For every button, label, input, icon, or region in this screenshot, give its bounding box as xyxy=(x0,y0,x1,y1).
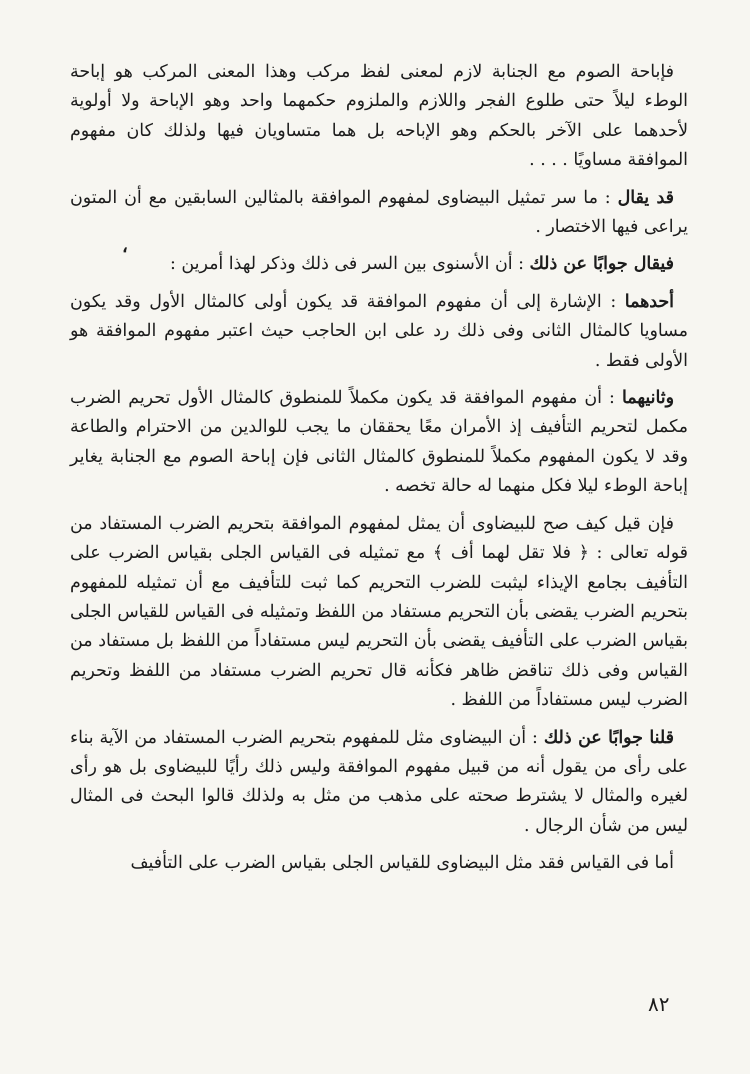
page-body-text xyxy=(70,58,688,887)
paragraph-6-body: فإن قيل كيف صح للبيضاوى أن يمثل لمفهوم الموافقة بتحريم الضرب المستفاد من قوله تعالى : ﴿ فلا تقل لهما أف ﴾ مع تمثيله فى القياس الجلى بقياس الضرب على التأفيف بجامع الإيذاء ليثبت للضرب التحريم كما ثبت للتأفيف مع أن تمثيله للمفهوم بتحريم الضرب يقضى بأن التحريم مستفاد من اللفظ وتمثيله فى القياس للقياس الجلى بقياس الضرب على التأفيف يقضى بأن التحريم ليس مستفاداً من اللفظ بل مستفاد من القياس وفى ذلك تناقض ظاهر فكأنه قال تحريم الضرب مستفاد من اللفظ وتحريم الضرب ليس مستفاداً من اللفظ . xyxy=(70,513,688,711)
paragraph-3-lead: فيقال جوابًا عن ذلك xyxy=(529,254,674,275)
paragraph-3 xyxy=(70,250,688,279)
paragraph-4 xyxy=(70,288,688,376)
paragraph-7 xyxy=(70,724,688,842)
stray-ink-mark: ، xyxy=(122,236,128,257)
paragraph-8-body: أما فى القياس فقد مثل البيضاوى للقياس الجلى بقياس الضرب على التأفيف xyxy=(130,853,674,874)
paragraph-3-body: : أن الأسنوى بين السر فى ذلك وذكر لهذا أمرين : xyxy=(170,254,530,275)
paragraph-2 xyxy=(70,184,688,243)
paragraph-2-lead: قد يقال xyxy=(617,187,674,208)
paragraph-5-body: : أن مفهوم الموافقة قد يكون مكملاً للمنطوق كالمثال الأول تحريم الضرب مكمل لتحريم التأفيف إذ الأمران معًا يحققان ما يجب للوالدين من الاحترام والطاعة وقد لا يكون المفهوم مكملاً للمنطوق كالمثال الثانى فإن إباحة الصوم مع الجنابة يغاير إباحة الوطء ليلا فكل منهما له حالة تخصه . xyxy=(70,388,688,497)
paragraph-7-body: : أن البيضاوى مثل للمفهوم بتحريم الضرب المستفاد من الآية بناء على رأى من يقول أنه من قبيل مفهوم الموافقة وليس ذلك رأيًا للبيضاوى بل هو رأى لغيره والمثال لا يشترط صحته على مذهب من مثل به ولذلك قالوا البحث فى المثال ليس من شأن الرجال . xyxy=(70,727,688,836)
paragraph-5-lead: وثانيهما xyxy=(622,388,674,409)
paragraph-2-body: : ما سر تمثيل البيضاوى لمفهوم الموافقة بالمثالين السابقين مع أن المتون يراعى فيها الاختصار . xyxy=(70,187,688,238)
paragraph-4-lead: أحدهما xyxy=(624,291,674,312)
paragraph-4-body: : الإشارة إلى أن مفهوم الموافقة قد يكون أولى كالمثال الأول وقد يكون مساويا كالمثال الثانى وفى ذلك رد على ابن الحاجب حيث اعتبر مفهوم الموافقة هو الأولى فقط . xyxy=(70,291,688,371)
paragraph-5 xyxy=(70,384,688,502)
paragraph-1 xyxy=(70,58,688,176)
page-number: ٨٢ xyxy=(648,992,670,1016)
paragraph-6 xyxy=(70,510,688,716)
paragraph-1-body: فإباحة الصوم مع الجنابة لازم لمعنى لفظ مركب وهذا المعنى المركب هو إباحة الوطء ليلاً حتى طلوع الفجر واللازم والملزوم حكمهما واحد وهو الإباحة ولا أولوية لأحدهما على الآخر بالحكم وهو الإباحه بل هما متساويان فيها ولذلك كان مفهوم الموافقة مساويًا . . . . xyxy=(70,62,688,171)
paragraph-8 xyxy=(70,849,688,878)
paragraph-7-lead: قلنا جوابًا عن ذلك xyxy=(543,727,674,748)
